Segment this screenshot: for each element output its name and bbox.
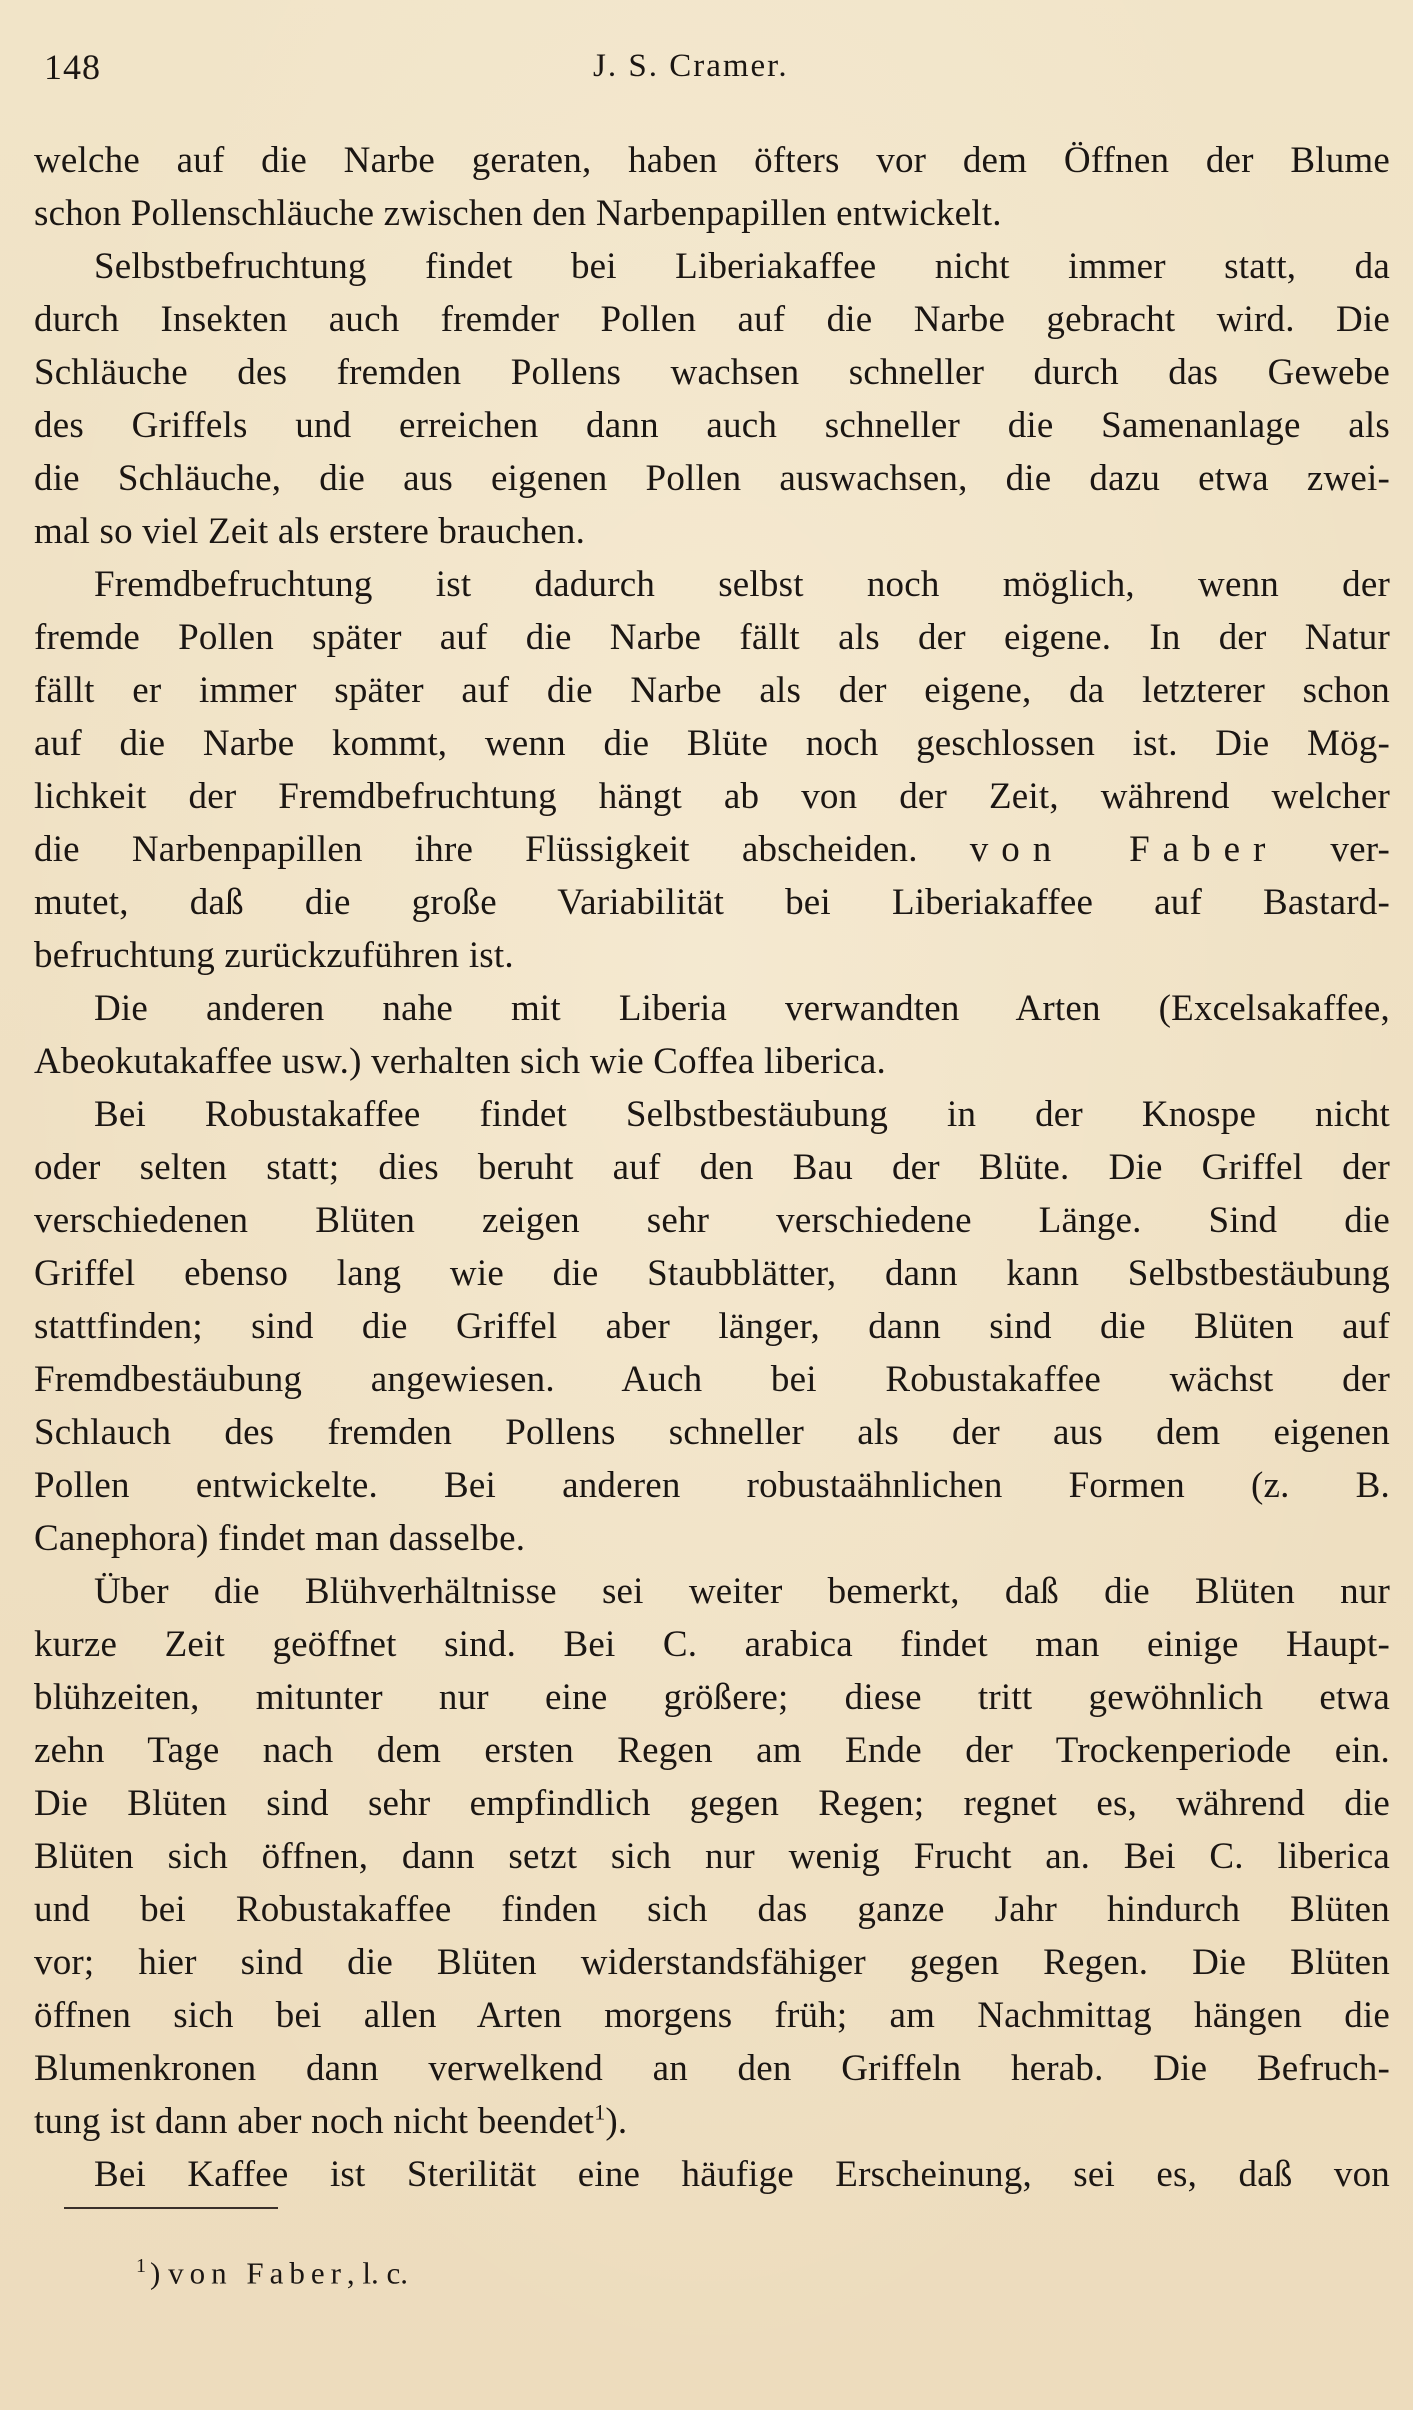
text-line: verschiedenen Blüten zeigen sehr verschiedene Länge. Sind die [34,1200,1390,1241]
footnote-marker: 1 [136,2255,146,2277]
text-line: Bei Robustakaffee findet Selbstbestäubung in der Knospe nicht [94,1094,1390,1135]
text-line: Blumenkronen dann verwelkend an den Griffeln herab. Die Befruch- [34,2048,1390,2089]
text-fragment: ). [605,2101,628,2142]
text-line: zehn Tage nach dem ersten Regen am Ende der Trockenperiode ein. [34,1730,1390,1771]
text-line: öffnen sich bei allen Arten morgens früh; am Nachmittag hängen die [34,1995,1390,2036]
running-head: J. S. Cramer. [593,48,789,84]
body-text [34,134,1390,2201]
text-line [34,823,1390,876]
footnote-close: ) [150,2255,161,2291]
page-number: 148 [44,47,101,87]
text-line: Griffel ebenso lang wie die Staubblätter, dann kann Selbstbestäubung [34,1253,1390,1294]
text-line: auf die Narbe kommt, wenn die Blüte noch geschlossen ist. Die Mög- [34,723,1390,764]
footnote-author: von Faber [168,2255,347,2291]
footnote [136,2246,408,2293]
text-fragment: ver- [1330,829,1390,870]
footnote-text: , l. c. [346,2255,409,2291]
text-line: welche auf die Narbe geraten, haben öfters vor dem Öffnen der Blume [34,140,1390,181]
text-line: und bei Robustakaffee finden sich das ganze Jahr hindurch Blüten [34,1889,1390,1930]
text-line: Bei Kaffee ist Sterilität eine häufige Erscheinung, sei es, daß von [94,2154,1390,2195]
text-line: Blüten sich öffnen, dann setzt sich nur wenig Frucht an. Bei C. liberica [34,1836,1390,1877]
text-line: Über die Blühverhältnisse sei weiter bemerkt, daß die Blüten nur [94,1571,1390,1612]
text-line: schon Pollenschläuche zwischen den Narbenpapillen entwickelt. [34,193,1002,234]
text-line: oder selten statt; dies beruht auf den Bau der Blüte. Die Griffel der [34,1147,1390,1188]
text-line: vor; hier sind die Blüten widerstandsfähiger gegen Regen. Die Blüten [34,1942,1390,1983]
text-line: Die anderen nahe mit Liberia verwandten Arten (Excelsakaffee, [94,988,1390,1029]
text-fragment: die Narbenpapillen ihre Flüssigkeit abscheiden. [34,829,918,870]
footnote-divider [64,2207,278,2209]
footnote-reference[interactable]: 1 [594,2099,606,2125]
text-line: Die Blüten sind sehr empfindlich gegen Regen; regnet es, während die [34,1783,1390,1824]
text-line: des Griffels und erreichen dann auch schneller die Samenanlage als [34,405,1390,446]
text-line: mal so viel Zeit als erstere brauchen. [34,511,586,552]
text-line: Fremdbestäubung angewiesen. Auch bei Robustakaffee wächst der [34,1359,1390,1400]
text-line: blühzeiten, mitunter nur eine größere; diese tritt gewöhnlich etwa [34,1677,1390,1718]
text-line: Schläuche des fremden Pollens wachsen schneller durch das Gewebe [34,352,1390,393]
text-line: Selbstbefruchtung findet bei Liberiakaffee nicht immer statt, da [94,246,1390,287]
text-line: Abeokutakaffee usw.) verhalten sich wie Coffea liberica. [34,1041,886,1082]
text-fragment: tung ist dann aber noch nicht beendet [34,2101,595,2142]
text-line: Pollen entwickelte. Bei anderen robustaähnlichen Formen (z. B. [34,1465,1390,1506]
text-line: die Schläuche, die aus eigenen Pollen auswachsen, die dazu etwa zwei- [34,458,1390,499]
text-line: kurze Zeit geöffnet sind. Bei C. arabica findet man einige Haupt- [34,1624,1390,1665]
text-line: befruchtung zurückzuführen ist. [34,935,514,976]
text-line: mutet, daß die große Variabilität bei Liberiakaffee auf Bastard- [34,882,1390,923]
text-line: Canephora) findet man dasselbe. [34,1518,526,1559]
text-line: durch Insekten auch fremder Pollen auf die Narbe gebracht wird. Die [34,299,1390,340]
text-line: Fremdbefruchtung ist dadurch selbst noch möglich, wenn der [94,564,1390,605]
text-line: lichkeit der Fremdbefruchtung hängt ab von der Zeit, während welcher [34,776,1390,817]
text-line [34,2095,1390,2148]
text-line: Schlauch des fremden Pollens schneller als der aus dem eigenen [34,1412,1390,1453]
author-name: von Faber [969,829,1279,870]
text-line: stattfinden; sind die Griffel aber länger, dann sind die Blüten auf [34,1306,1390,1347]
text-line: fällt er immer später auf die Narbe als der eigene, da letzterer schon [34,670,1390,711]
text-line: fremde Pollen später auf die Narbe fällt als der eigene. In der Natur [34,617,1390,658]
